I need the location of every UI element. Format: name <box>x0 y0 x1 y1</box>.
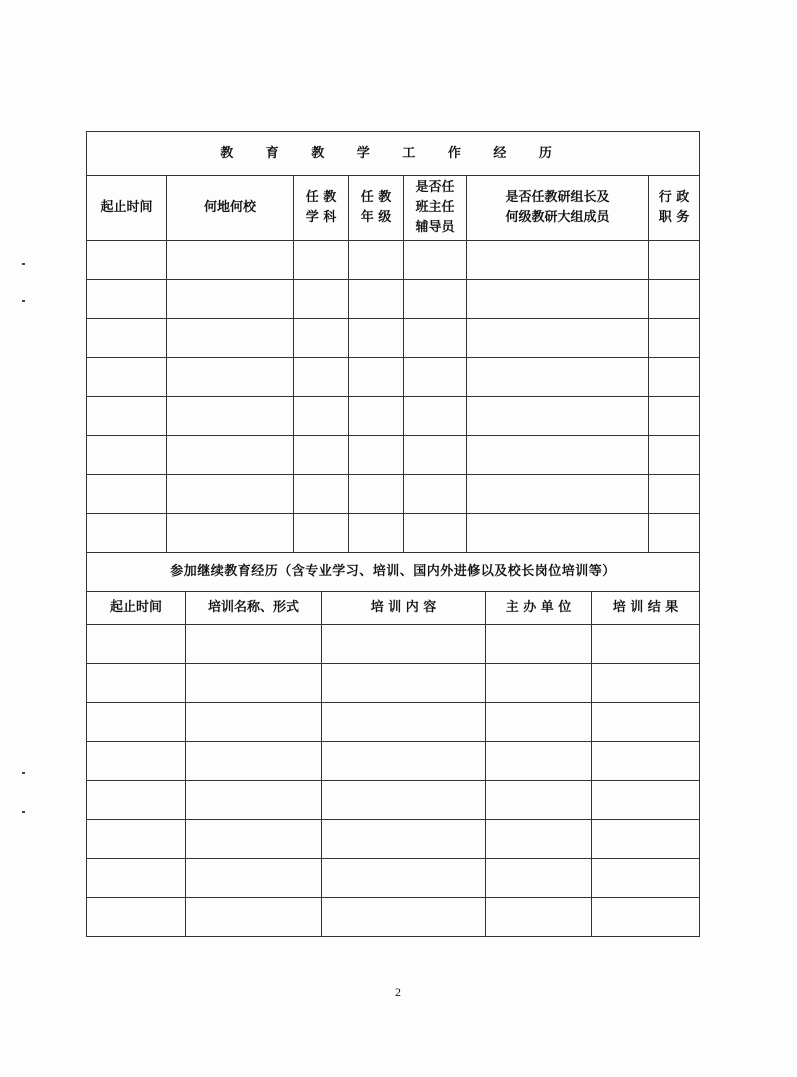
cell-period[interactable] <box>87 436 167 475</box>
scan-speck <box>22 772 25 774</box>
cell-homeroom[interactable] <box>404 436 467 475</box>
scan-speck <box>22 263 25 265</box>
cell-period[interactable] <box>87 514 167 553</box>
cell-grade[interactable] <box>349 397 404 436</box>
cell-research-group[interactable] <box>467 397 649 436</box>
cell-place-school[interactable] <box>167 280 294 319</box>
cell-training-name[interactable] <box>186 742 322 781</box>
cell-research-group[interactable] <box>467 319 649 358</box>
cell-research-group[interactable] <box>467 436 649 475</box>
table-row <box>87 319 700 358</box>
scan-speck <box>22 811 25 813</box>
cell-training-content[interactable] <box>322 703 486 742</box>
table-row <box>87 436 700 475</box>
cell-place-school[interactable] <box>167 436 294 475</box>
cell-subject[interactable] <box>294 241 349 280</box>
table-row <box>87 742 700 781</box>
cell-research-group[interactable] <box>467 358 649 397</box>
cell-training-name[interactable] <box>186 664 322 703</box>
cell-homeroom[interactable] <box>404 241 467 280</box>
form-sheet <box>86 131 699 937</box>
header-grade: 任 教 年 级 <box>349 176 404 241</box>
cell-training-result[interactable] <box>592 703 700 742</box>
cell-place-school[interactable] <box>167 358 294 397</box>
header-training-name: 培训名称、形式 <box>186 592 322 625</box>
cell-grade[interactable] <box>349 358 404 397</box>
cell-subject[interactable] <box>294 475 349 514</box>
header-training-result: 培 训 结 果 <box>592 592 700 625</box>
cell-training-name[interactable] <box>186 625 322 664</box>
cell-period[interactable] <box>87 859 186 898</box>
cell-subject[interactable] <box>294 319 349 358</box>
cell-homeroom[interactable] <box>404 280 467 319</box>
cell-period[interactable] <box>87 319 167 358</box>
cell-training-name[interactable] <box>186 898 322 937</box>
cell-place-school[interactable] <box>167 514 294 553</box>
cell-organizer[interactable] <box>486 820 592 859</box>
cell-organizer[interactable] <box>486 742 592 781</box>
cell-training-result[interactable] <box>592 820 700 859</box>
cell-homeroom[interactable] <box>404 475 467 514</box>
cell-training-content[interactable] <box>322 625 486 664</box>
header-training-content: 培 训 内 容 <box>322 592 486 625</box>
cell-subject[interactable] <box>294 358 349 397</box>
header-homeroom: 是否任 班主任 辅导员 <box>404 176 467 241</box>
cell-homeroom[interactable] <box>404 319 467 358</box>
scan-speck <box>22 300 25 302</box>
cell-training-result[interactable] <box>592 859 700 898</box>
cell-subject[interactable] <box>294 514 349 553</box>
continuing-education-title: 参加继续教育经历（含专业学习、培训、国内外进修以及校长岗位培训等） <box>87 553 700 592</box>
table-row <box>87 625 700 664</box>
cell-period[interactable] <box>87 280 167 319</box>
header-subject: 任 教 学 科 <box>294 176 349 241</box>
cell-organizer[interactable] <box>486 664 592 703</box>
header-period: 起止时间 <box>87 592 186 625</box>
continuing-education-table <box>86 553 700 937</box>
table-row <box>87 397 700 436</box>
table-row <box>87 241 700 280</box>
cell-subject[interactable] <box>294 280 349 319</box>
cell-period[interactable] <box>87 742 186 781</box>
cell-admin-position[interactable] <box>649 475 700 514</box>
cell-training-name[interactable] <box>186 859 322 898</box>
cell-grade[interactable] <box>349 319 404 358</box>
cell-period[interactable] <box>87 820 186 859</box>
cell-homeroom[interactable] <box>404 358 467 397</box>
table-row <box>87 280 700 319</box>
cell-organizer[interactable] <box>486 781 592 820</box>
cell-research-group[interactable] <box>467 241 649 280</box>
cell-place-school[interactable] <box>167 475 294 514</box>
cell-homeroom[interactable] <box>404 514 467 553</box>
cell-admin-position[interactable] <box>649 358 700 397</box>
cell-organizer[interactable] <box>486 703 592 742</box>
cell-training-name[interactable] <box>186 703 322 742</box>
table-row <box>87 820 700 859</box>
cell-period[interactable] <box>87 241 167 280</box>
cell-grade[interactable] <box>349 280 404 319</box>
cell-training-result[interactable] <box>592 625 700 664</box>
table-row <box>87 703 700 742</box>
cell-period[interactable] <box>87 781 186 820</box>
cell-training-result[interactable] <box>592 664 700 703</box>
cell-place-school[interactable] <box>167 319 294 358</box>
cell-admin-position[interactable] <box>649 319 700 358</box>
table-row <box>87 898 700 937</box>
table-row <box>87 781 700 820</box>
cell-grade[interactable] <box>349 475 404 514</box>
header-period: 起止时间 <box>87 176 167 241</box>
cell-grade[interactable] <box>349 514 404 553</box>
cell-training-content[interactable] <box>322 742 486 781</box>
table-row <box>87 664 700 703</box>
cell-period[interactable] <box>87 703 186 742</box>
cell-organizer[interactable] <box>486 625 592 664</box>
teaching-experience-table <box>86 131 700 553</box>
cell-training-name[interactable] <box>186 820 322 859</box>
cell-training-content[interactable] <box>322 781 486 820</box>
table-row <box>87 475 700 514</box>
page-number: 2 <box>395 985 401 999</box>
header-place-school: 何地何校 <box>167 176 294 241</box>
cell-grade[interactable] <box>349 436 404 475</box>
cell-training-content[interactable] <box>322 859 486 898</box>
cell-organizer[interactable] <box>486 898 592 937</box>
cell-training-content[interactable] <box>322 820 486 859</box>
cell-training-result[interactable] <box>592 742 700 781</box>
teaching-experience-title: 教 育 教 学 工 作 经 历 <box>87 132 700 176</box>
cell-period[interactable] <box>87 625 186 664</box>
cell-period[interactable] <box>87 397 167 436</box>
cell-research-group[interactable] <box>467 514 649 553</box>
cell-admin-position[interactable] <box>649 397 700 436</box>
cell-period[interactable] <box>87 358 167 397</box>
cell-homeroom[interactable] <box>404 397 467 436</box>
table-row <box>87 514 700 553</box>
cell-admin-position[interactable] <box>649 241 700 280</box>
header-research-group: 是否任教研组长及 何级教研大组成员 <box>467 176 649 241</box>
cell-place-school[interactable] <box>167 241 294 280</box>
cell-research-group[interactable] <box>467 475 649 514</box>
header-admin-position: 行 政 职 务 <box>649 176 700 241</box>
cell-period[interactable] <box>87 898 186 937</box>
cell-subject[interactable] <box>294 397 349 436</box>
cell-training-content[interactable] <box>322 664 486 703</box>
cell-training-name[interactable] <box>186 781 322 820</box>
cell-organizer[interactable] <box>486 859 592 898</box>
cell-training-result[interactable] <box>592 781 700 820</box>
table-row <box>87 859 700 898</box>
cell-admin-position[interactable] <box>649 436 700 475</box>
table-row <box>87 358 700 397</box>
cell-period[interactable] <box>87 475 167 514</box>
cell-training-result[interactable] <box>592 898 700 937</box>
cell-admin-position[interactable] <box>649 514 700 553</box>
header-organizer: 主 办 单 位 <box>486 592 592 625</box>
cell-period[interactable] <box>87 664 186 703</box>
cell-place-school[interactable] <box>167 397 294 436</box>
cell-training-content[interactable] <box>322 898 486 937</box>
cell-grade[interactable] <box>349 241 404 280</box>
cell-subject[interactable] <box>294 436 349 475</box>
cell-research-group[interactable] <box>467 280 649 319</box>
cell-admin-position[interactable] <box>649 280 700 319</box>
